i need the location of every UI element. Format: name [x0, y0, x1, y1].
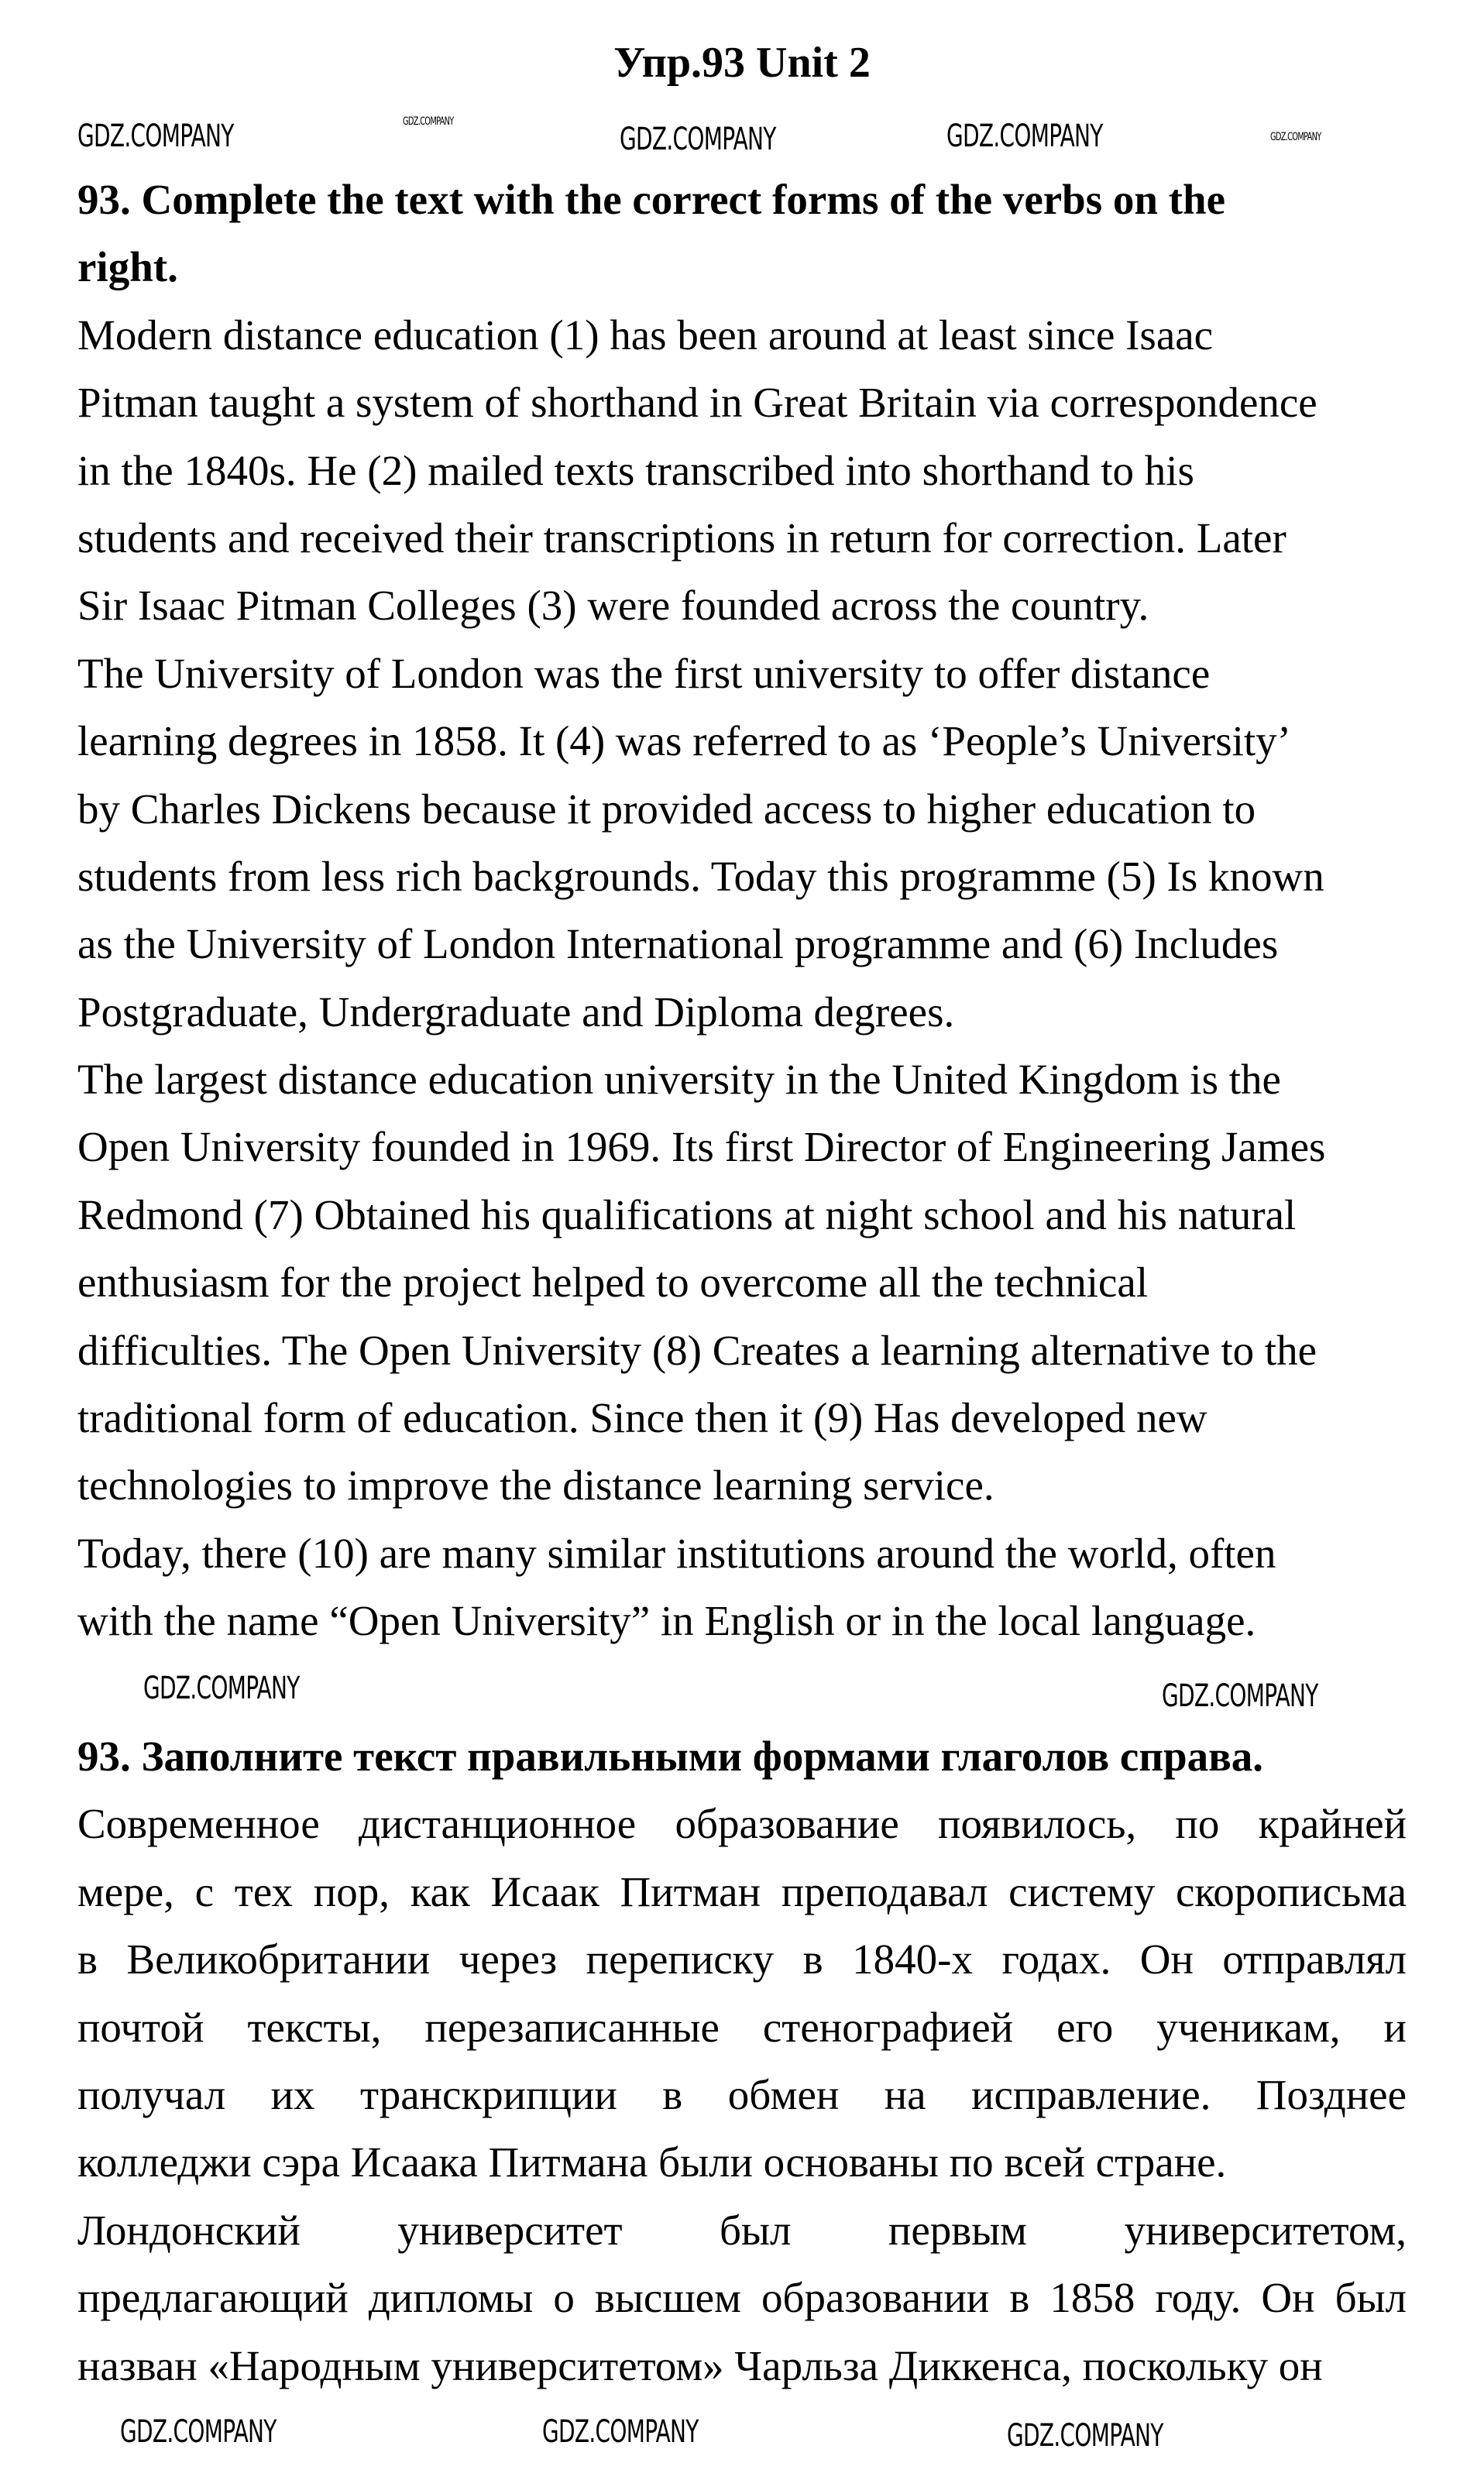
english-heading: right. — [77, 243, 178, 291]
russian-text-line: мере, с тех пор, как Исаак Питман преподавал систему скорописьма — [77, 1867, 1407, 1915]
english-text-line: Modern distance education (1) has been around at least since Isaac — [77, 311, 1214, 359]
watermark: GDZ.COMPANY — [1162, 1678, 1318, 1714]
russian-heading: 93. Заполните текст правильными формами глаголов справа. — [77, 1732, 1264, 1780]
watermark: GDZ.COMPANY — [620, 122, 776, 157]
english-text-line: Redmond (7) Obtained his qualifications at night school and his natural — [77, 1190, 1297, 1238]
english-text-line: Open University founded in 1969. Its first Director of Engineering James — [77, 1123, 1326, 1171]
english-text-line: Today, there (10) are many similar institutions around the world, often — [77, 1529, 1276, 1577]
english-text-line: Sir Isaac Pitman Colleges (3) were founded across the country. — [77, 582, 1149, 630]
russian-text-line: колледжи сэра Исаака Питмана были основаны по всей стране. — [77, 2138, 1227, 2186]
english-text-line: as the University of London International programme and (6) Includes — [77, 920, 1279, 968]
english-heading: 93. Complete the text with the correct forms of the verbs on the — [77, 176, 1226, 223]
russian-text-line: предлагающий дипломы о высшем образовании в 1858 году. Он был — [77, 2274, 1407, 2322]
english-text — [77, 301, 1407, 1655]
english-text-line: in the 1840s. He (2) mailed texts transcribed into shorthand to his — [77, 446, 1194, 494]
english-text-line: with the name “Open University” in English or in the local language. — [77, 1597, 1256, 1645]
watermark: GDZ.COMPANY — [77, 118, 234, 154]
english-text-line: enthusiasm for the project helped to overcome all the technical — [77, 1259, 1149, 1307]
watermark: GDZ.COMPANY — [143, 1671, 300, 1706]
watermark: GDZ.COMPANY — [1007, 2418, 1163, 2454]
russian-text-line: назван «Народным университетом» Чарльза Диккенса, поскольку он — [77, 2341, 1323, 2389]
spacer — [77, 1655, 1407, 1723]
watermark: GDZ.COMPANY — [946, 118, 1103, 154]
russian-text-line: получал их транскрипции в обмен на исправление. Позднее — [77, 2070, 1407, 2118]
english-text-line: Pitman taught a system of shorthand in Great Britain via correspondence — [77, 379, 1317, 427]
english-text-line: by Charles Dickens because it provided access to higher education to — [77, 785, 1256, 833]
watermark: GDZ.COMPANY — [403, 115, 454, 128]
english-text-line: difficulties. The Open University (8) Creates a learning alternative to the — [77, 1326, 1317, 1374]
english-text-line: The University of London was the first university to offer distance — [77, 649, 1211, 697]
russian-text — [77, 1790, 1407, 2399]
english-text-line: traditional form of education. Since then it (9) Has developed new — [77, 1394, 1207, 1442]
watermark: GDZ.COMPANY — [120, 2414, 277, 2450]
russian-text-line: Лондонский университет был первым университетом, — [77, 2206, 1407, 2254]
russian-text-line: почтой тексты, перезаписанные стенографией его ученикам, и — [77, 2003, 1407, 2051]
english-text-line: technologies to improve the distance learning service. — [77, 1461, 994, 1510]
english-text-line: students and received their transcriptions in return for correction. Later — [77, 513, 1286, 562]
english-text-line: students from less rich backgrounds. Today this programme (5) Is known — [77, 852, 1324, 900]
page-title: Упр.93 Unit 2 — [613, 39, 871, 87]
english-text-line: The largest distance education university in the United Kingdom is the — [77, 1056, 1281, 1104]
watermark: GDZ.COMPANY — [1270, 131, 1321, 143]
english-text-line: Postgraduate, Undergraduate and Diploma degrees. — [77, 987, 955, 1036]
watermark: GDZ.COMPANY — [542, 2414, 699, 2450]
english-text-line: learning degrees in 1858. It (4) was referred to as ‘People’s University’ — [77, 717, 1291, 765]
exercise-content — [77, 166, 1407, 2399]
russian-text-line: в Великобритании через переписку в 1840-х годах. Он отправлял — [77, 1935, 1407, 1984]
russian-text-line: Современное дистанционное образование появилось, по крайней — [77, 1800, 1407, 1848]
